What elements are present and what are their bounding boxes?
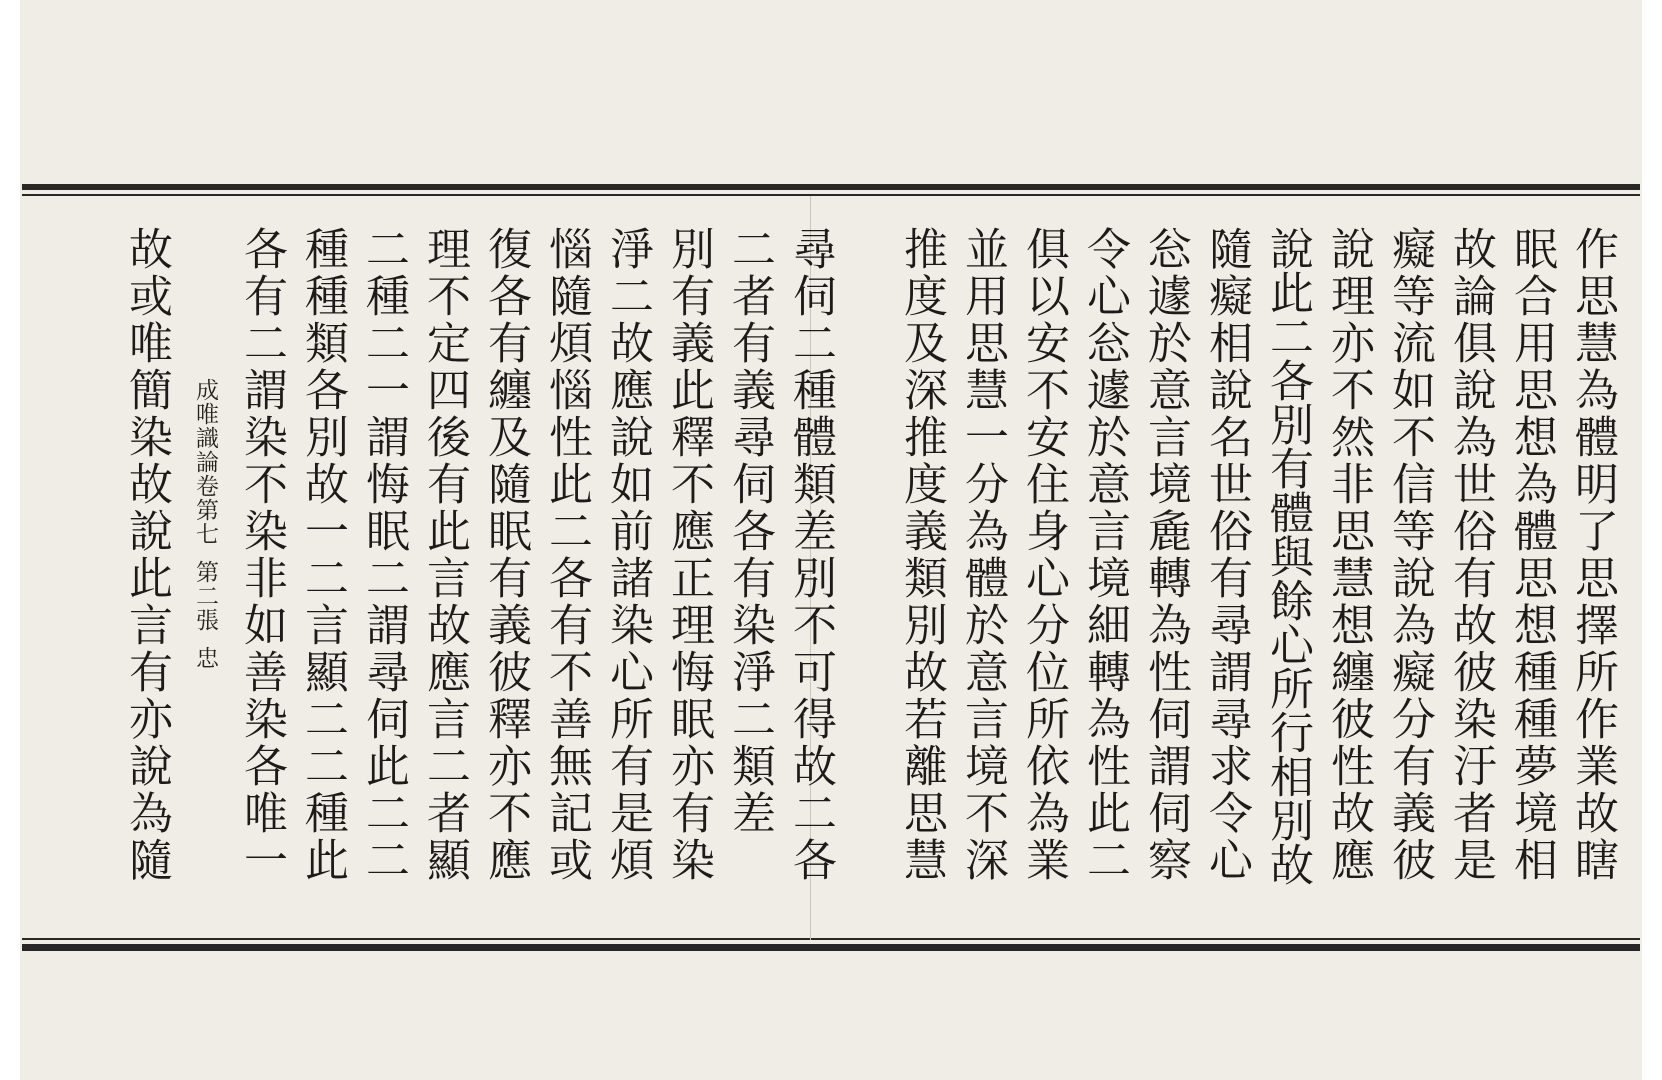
text-column-18: 復各有纏及隨眠有義彼釋亦不應 [480,226,531,884]
text-column-13: 尋伺二種體類差別不可得故二各 [785,226,836,884]
text-column-5: 說理亦不然非思慧想纏彼性故應 [1323,226,1374,884]
text-column-23: 故或唯簡染故說此言有亦說為隨 [121,226,172,884]
text-column-16: 淨二故應說如前諸染心所有是煩 [602,226,653,884]
colophon [190,378,220,918]
top-border-inner-line [22,194,1640,196]
colophon-carver-mark: 忠 [192,646,218,670]
text-column-7: 隨癡相說名世俗有尋謂尋求令心 [1201,226,1252,884]
text-column-4: 癡等流如不信等說為癡分有義彼 [1384,226,1435,884]
text-column-10: 俱以安不安住身心分位所依為業 [1018,226,1069,884]
text-column-14: 二者有義尋伺各有染淨二類差 [724,226,775,837]
text-column-15: 別有義此釋不應正理悔眠亦有染 [663,226,714,884]
text-column-20: 二種二一謂悔眠二謂尋伺此二二 [358,226,409,884]
text-column-17: 惱隨煩惱性此二各有不善無記或 [541,226,592,884]
text-column-21: 種種類各別故一二言顯二二種此 [297,226,348,884]
text-column-2: 眠合用思想為體思想種種夢境相 [1506,226,1557,884]
text-column-9: 令心忩遽於意言境細轉為性此二 [1079,226,1130,884]
text-column-8: 忩遽於意言境麁轉為性伺謂伺察 [1140,226,1191,884]
text-column-22: 各有二謂染不染非如善染各唯一 [236,226,287,884]
text-column-11: 並用思慧一分為體於意言境不深 [957,226,1008,884]
text-column-19: 理不定四後有此言故應言二者顯 [419,226,470,884]
text-column-3: 故論俱說為世俗有故彼染汙者是 [1445,226,1496,884]
top-border-line [22,184,1640,190]
text-column-1: 作思慧為體明了思擇所作業故瞎 [1567,226,1618,884]
bottom-border-line [22,944,1640,951]
text-column-6: 說此二各別有體與餘心所行相別故 [1262,226,1313,886]
text-column-12: 推度及深推度義類別故若離思慧 [896,226,947,884]
bottom-border-inner-line [22,938,1640,940]
colophon-title: 成唯識論卷第七 [192,378,218,546]
text-panel [60,200,1620,930]
colophon-page-number: 第二張 [192,560,218,632]
